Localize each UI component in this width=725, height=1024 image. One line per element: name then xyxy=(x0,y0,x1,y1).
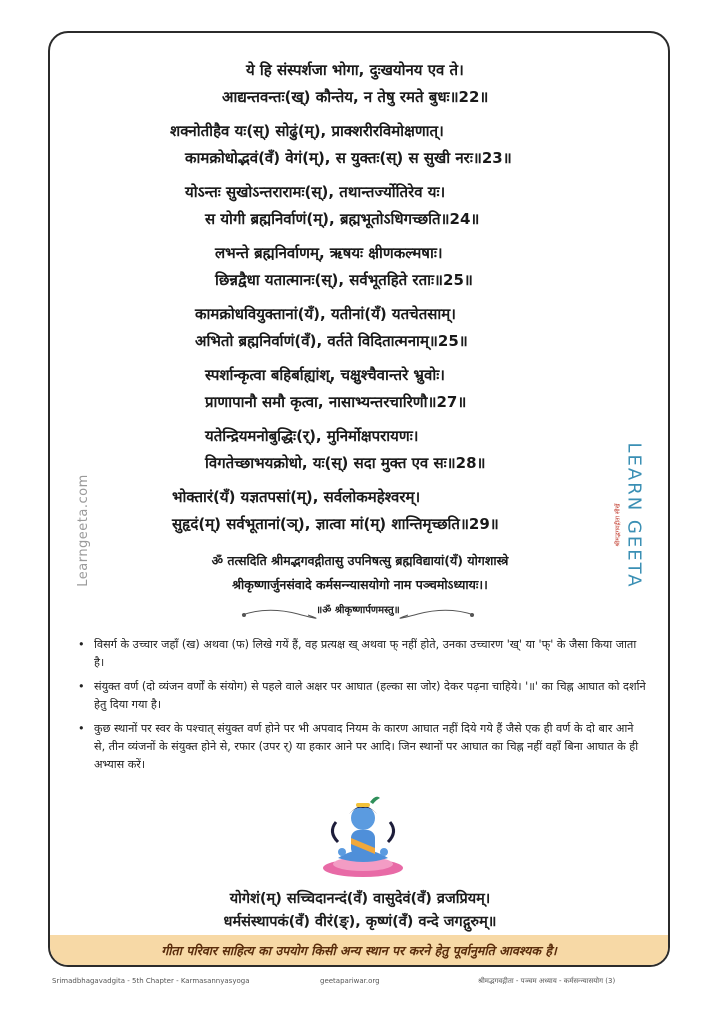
logo-tagline: श्रीमद्भगवद्गीता सीखें xyxy=(614,503,621,547)
note-item: • कुछ स्थानों पर स्वर के पश्चात् संयुक्त वर्ण होने पर भी अपवाद नियम के कारण आघात नहीं दिये गये हैं जैसे एक ही वर्ण के दो बार आने से, तीन व्यंजनों के संयुक्त होने से, रफार (उपर र्) या हकार आने पर आदि। जिन स्थानों पर आघात का चिह्न नहीं वहाँ बिना आघात के ही अभ्यास करें। xyxy=(78,722,639,771)
verse-line: भोक्तारं(यँ) यज्ञतपसां(म्), सर्वलोकमहेश्वरम्। xyxy=(172,488,421,506)
meditating-krishna-icon xyxy=(318,792,408,880)
verse-line: ये हि संस्पर्शजा भोगा, दुःखयोनय एव ते। xyxy=(246,61,464,79)
footer-right: श्रीमद्भगवद्गीता - पञ्चम अध्याय - कर्मसन्न्यासयोग (3) xyxy=(478,977,616,985)
verse-line: योऽन्तः सुखोऽन्तरारामः(स्), तथान्तर्ज्योतिरेव यः। xyxy=(185,183,446,201)
side-url-text: Learngeeta.com xyxy=(75,473,91,587)
verse-line: स्पर्शान्कृत्वा बहिर्बाह्यांश्, चक्षुश्चैवान्तरे भ्रुवोः। xyxy=(205,366,445,384)
verse-line: कामक्रोधवियुक्तानां(यँ), यतीनां(यँ) यतचेतसाम्। xyxy=(195,305,456,323)
mantra-line: धर्मसंस्थापकं(वँ) वीरं(ङ्), कृष्णं(वँ) वन्दे जगद्गुरुम्॥ xyxy=(223,914,497,930)
colophon-line: ॐ तत्सदिति श्रीमद्भगवद्गीतासु उपनिषत्सु ब्रह्मविद्यायां(यँ) योगशास्त्रे xyxy=(211,553,509,568)
mantra-line: योगेशं(म्) सच्चिदानन्दं(वँ) वासुदेवं(वँ) व्रजप्रियम्। xyxy=(229,891,491,907)
verse-line: लभन्ते ब्रह्मनिर्वाणम्, ऋषयः क्षीणकल्मषाः। xyxy=(215,244,443,262)
ornament-divider xyxy=(238,600,478,622)
verse-line: अभितो ब्रह्मनिर्वाणं(वँ), वर्तते विदितात्मनाम्॥25॥ xyxy=(195,332,468,350)
verse-line: आद्यन्तवन्तः(ख्) कौन्तेय, न तेषु रमते बुधः॥22॥ xyxy=(222,88,489,106)
footer-left: Srimadbhagavadgita - 5th Chapter - Karmasannyasyoga xyxy=(52,977,250,985)
verse-line: शक्नोतीहैव यः(स्) सोढुं(म्), प्राक्शरीरविमोक्षणात्। xyxy=(170,122,444,140)
verse-line: यतेन्द्रियमनोबुद्धिः(र्), मुनिर्मोक्षपरायणः। xyxy=(205,427,419,445)
verse-line: प्राणापानौ समौ कृत्वा, नासाभ्यन्तरचारिणौ॥27॥ xyxy=(205,393,467,411)
colophon-line: श्रीकृष्णार्जुनसंवादे कर्मसन्न्यासयोगो नाम पञ्चमोऽध्यायः।। xyxy=(232,577,488,592)
notes-list xyxy=(78,636,648,780)
note-item: • संयुक्त वर्ण (दो व्यंजन वर्णों के संयोग) से पहले वाले अक्षर पर आघात (हल्का सा जोर) देकर पढ़ना चाहिये। '॥' का चिह्न आघात को दर्शाने हेतु दिया गया है। xyxy=(78,680,646,711)
footer-center: geetapariwar.org xyxy=(320,977,380,985)
note-item: • विसर्ग के उच्चार जहाँ (ख) अथवा (फ) लिखे गयें हैं, वह प्रत्यक्ष ख् अथवा फ् नहीं होते, उनका उच्चारण 'ख्' या 'फ्' के जैसा किया जाता है। xyxy=(78,638,637,669)
verse-line: सुहृदं(म्) सर्वभूतानां(ञ्), ज्ञात्वा मां(म्) शान्तिमृच्छति॥29॥ xyxy=(172,515,499,533)
logo-word: LEARN GEETA xyxy=(623,441,645,589)
ornament-text: ॥ॐ श्रीकृष्णार्पणमस्तु॥ xyxy=(316,605,400,616)
permission-banner: गीता परिवार साहित्य का उपयोग किसी अन्य स्थान पर करने हेतु पूर्वानुमति आवश्यक है। xyxy=(50,935,668,965)
verse-line: छिन्नद्वैधा यतात्मानः(स्), सर्वभूतहिते रताः॥25॥ xyxy=(215,271,473,289)
verse-line: कामक्रोधोद्भवं(वँ) वेगं(म्), स युक्तः(स्) स सुखी नरः॥23॥ xyxy=(185,149,512,167)
krishna-illustration xyxy=(318,792,408,880)
side-website-label xyxy=(69,440,97,620)
verse-line: स योगी ब्रह्मनिर्वाणं(म्), ब्रह्मभूतोऽधिगच्छति॥24॥ xyxy=(205,210,480,228)
verse-line: विगतेच्छाभयक्रोधो, यः(स्) सदा मुक्त एव सः॥28॥ xyxy=(205,454,486,472)
